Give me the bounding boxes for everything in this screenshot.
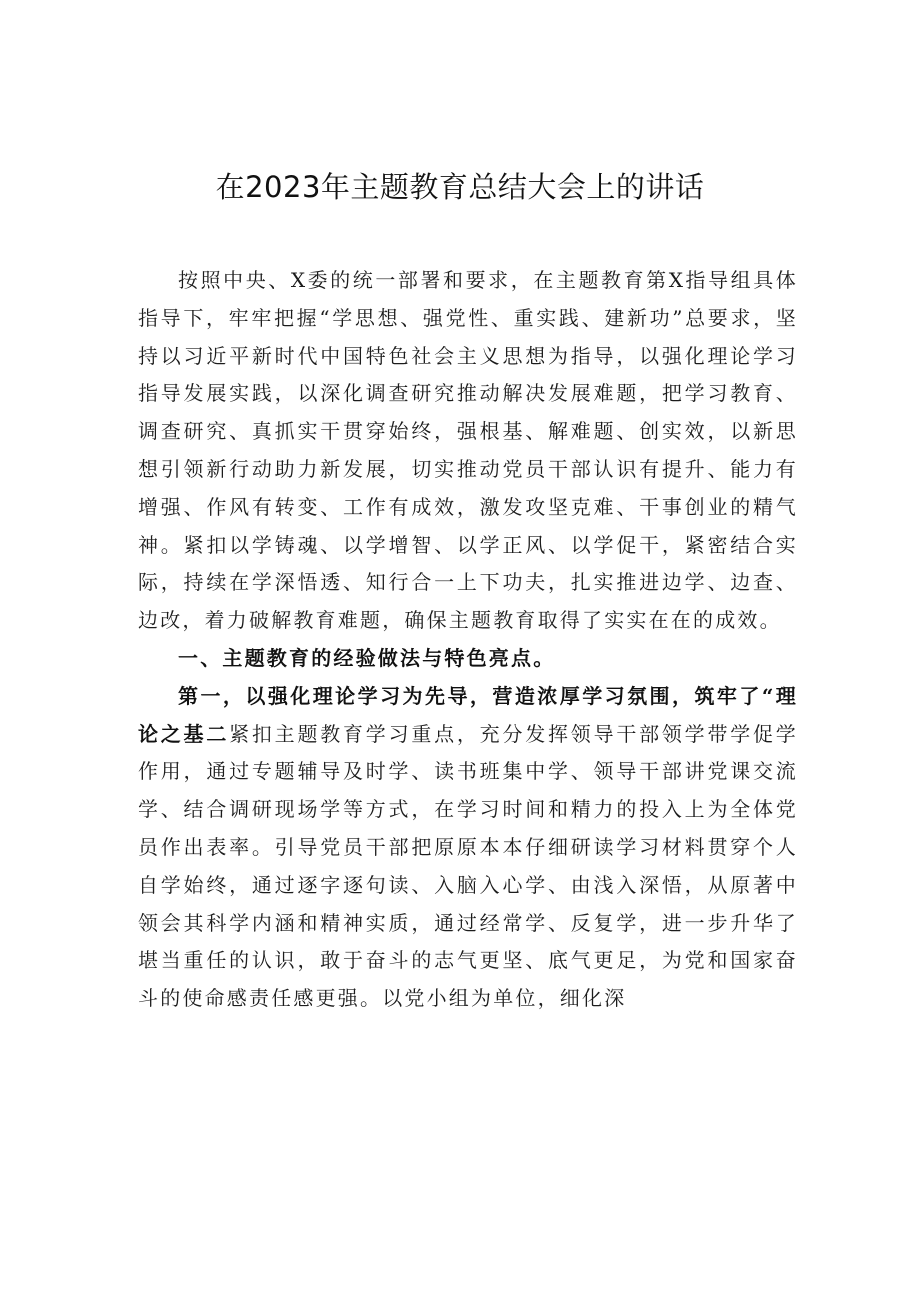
section-heading: 一、主题教育的经验做法与特色亮点。 — [178, 645, 556, 670]
document-body — [138, 262, 798, 1018]
document-title: 在2023年主题教育总结大会上的讲话 — [215, 170, 705, 204]
point-text: 紧扣主题教育学习重点，充分发挥领导干部领学带学促学作用，通过专题辅导及时学、读书班集中学、领导干部讲党课交流学、结合调研现场学等方式，在学习时间和精力的投入上为全体党员作出表率。引导党员干部把原原本本仔细研读学习材料贯穿个人自学始终，通过逐字逐句读、入脑入心学、由浅入深悟，从原著中领会其科学内涵和精神实质，通过经常学、反复学，进一步升华了堪当重任的认识，敢于奋斗的志气更坚、底气更足，为党和国家奋斗的使命感责任感更强。以党小组为单位，细化深 — [138, 721, 798, 1011]
intro-paragraph: 按照中央、X委的统一部署和要求，在主题教育第X指导组具体指导下，牢牢把握“学思想、强党性、重实践、建新功”总要求，坚持以习近平新时代中国特色社会主义思想为指导，以强化理论学习指导发展实践，以深化调查研究推动解决发展难题，把学习教育、调查研究、真抓实干贯穿始终，强根基、解难题、创实效，以新思想引领新行动助力新发展，切实推动党员干部认识有提升、能力有增强、作风有转变、工作有成效，激发攻坚克难、干事创业的精气神。紧扣以学铸魂、以学增智、以学正风、以学促干，紧密结合实际，持续在学深悟透、知行合一上下功夫，扎实推进边学、边查、边改，着力破解教育难题，确保主题教育取得了实实在在的成效。 — [138, 268, 798, 633]
point-lead: 第一，以强化理论学习为先导，营造浓厚学习氛围，筑牢了“理论之基二 — [138, 683, 798, 746]
point-paragraph — [138, 678, 798, 1018]
